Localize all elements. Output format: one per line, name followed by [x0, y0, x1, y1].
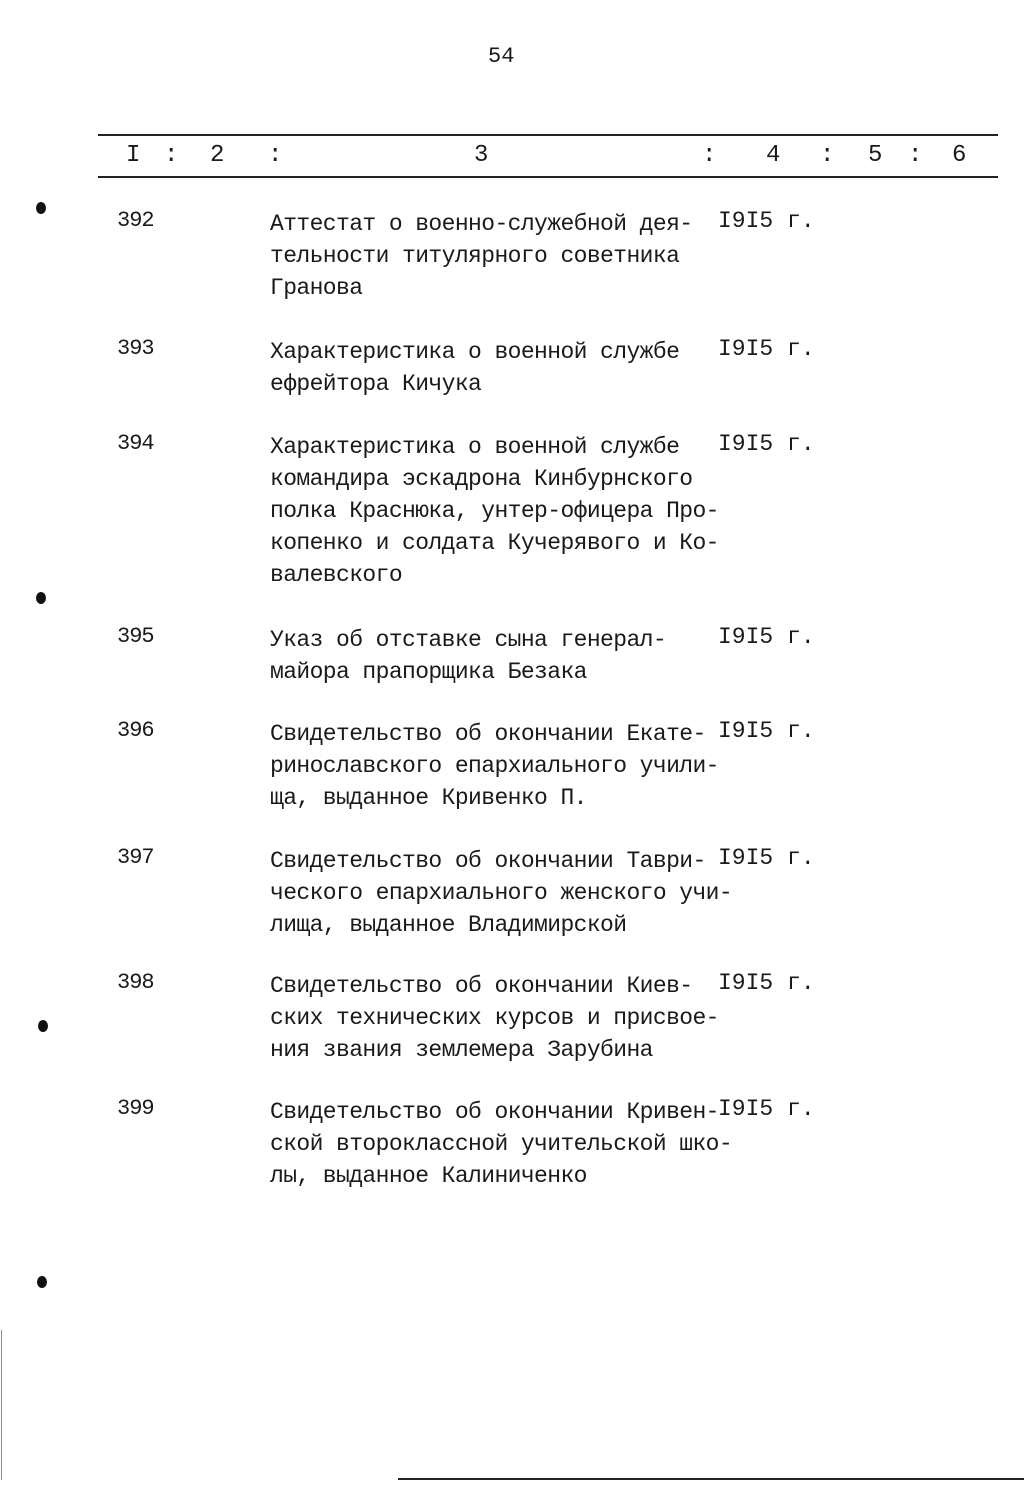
header-col-2: 2	[210, 142, 225, 169]
entry-date: I9I5 г.	[718, 845, 815, 871]
entry-title: Свидетельство об окончании Екате- ринославского епархиального учили- ща, выданное Кривенко П.	[270, 721, 719, 811]
entry-title: Свидетельство об окончании Киев- ских технических курсов и присвое- ния звания землемера Зарубина	[270, 973, 719, 1063]
punch-hole-mark	[36, 592, 46, 604]
header-separator: :	[908, 142, 923, 169]
header-col-1: I	[126, 142, 141, 169]
header-top-rule	[98, 134, 998, 136]
punch-hole-mark	[37, 1276, 47, 1288]
punch-hole-mark	[38, 1020, 48, 1032]
entry-title: Свидетельство об окончании Таври- ческого епархиального женского учи- лища, выданное Владимирской	[270, 848, 733, 938]
header-separator: :	[820, 142, 835, 169]
header-bottom-rule	[98, 176, 998, 178]
header-separator: :	[702, 142, 717, 169]
header-col-5: 5	[868, 142, 883, 169]
entry-number: 392	[117, 208, 154, 233]
entry-number: 397	[117, 845, 154, 870]
entry-date: I9I5 г.	[718, 718, 815, 744]
entry-number: 395	[117, 624, 154, 649]
entry-date: I9I5 г.	[718, 431, 815, 457]
entry-title: Характеристика о военной службе командира эскадрона Кинбурнского полка Краснюка, унтер-офицера Про- копенко и солдата Кучерявого и Ко- валевского	[270, 434, 719, 588]
header-col-6: 6	[952, 142, 967, 169]
entry-number: 396	[117, 718, 154, 743]
entry-title: Аттестат о военно-служебной дея- тельности титулярного советника Гранова	[270, 211, 693, 301]
entry-number: 398	[117, 970, 154, 995]
entry-title: Характеристика о военной службе ефрейтора Кичука	[270, 339, 680, 397]
entry-date: I9I5 г.	[718, 1096, 815, 1122]
header-separator: :	[164, 142, 179, 169]
entry-number: 394	[117, 431, 154, 456]
entry-number: 399	[117, 1096, 154, 1121]
entry-date: I9I5 г.	[718, 336, 815, 362]
page-edge-line	[1, 1330, 2, 1480]
entry-date: I9I5 г.	[718, 208, 815, 234]
entry-title: Указ об отставке сына генерал- майора прапорщика Безака	[270, 627, 667, 685]
entry-title: Свидетельство об окончании Кривен- ской второклассной учительской шко- лы, выданное Калиниченко	[270, 1099, 733, 1189]
bottom-rule	[398, 1478, 1024, 1480]
entry-date: I9I5 г.	[718, 970, 815, 996]
punch-hole-mark	[36, 202, 46, 214]
header-col-3: 3	[474, 142, 489, 169]
page-number: 54	[488, 44, 515, 69]
header-col-4: 4	[766, 142, 781, 169]
entry-number: 393	[117, 336, 154, 361]
entry-date: I9I5 г.	[718, 624, 815, 650]
header-separator: :	[268, 142, 283, 169]
